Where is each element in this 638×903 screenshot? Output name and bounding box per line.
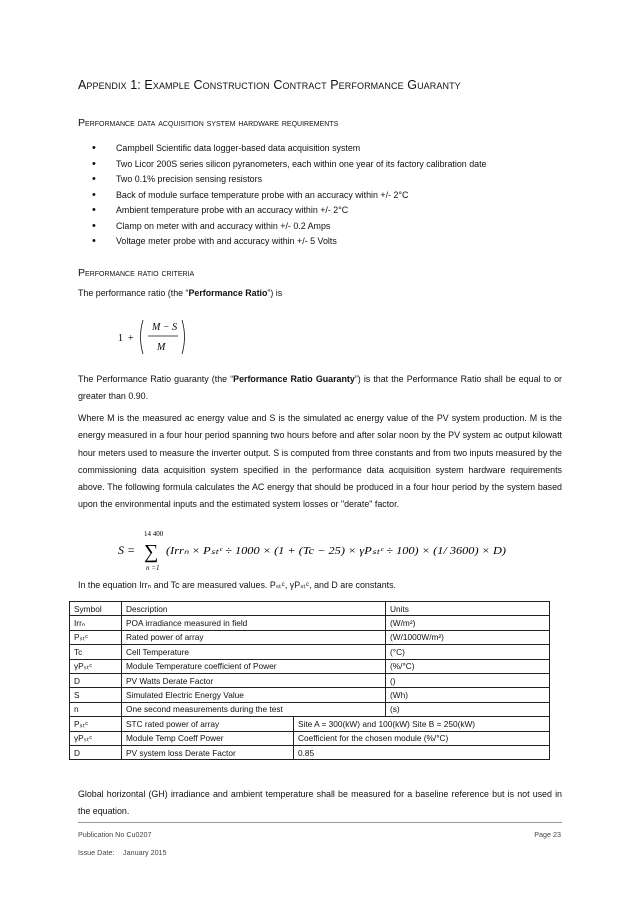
ratio-intro: The performance ratio (the “Performance Ratio”) is — [78, 288, 283, 298]
table-cell: γPₛₜᶜ — [70, 731, 122, 745]
list-item: • Two Licor 200S series silicon pyranometers, each within one year of its factory calibration date — [92, 157, 486, 173]
table-row — [70, 702, 550, 716]
table-cell: Module Temp Coeff Power — [122, 731, 294, 745]
table-cell: (W/m²) — [386, 616, 550, 630]
table-cell: (W/1000W/m²) — [386, 630, 550, 644]
eq1-one: 1 — [118, 333, 123, 344]
table-cell: One second measurements during the test — [122, 702, 386, 716]
table-row — [70, 659, 550, 673]
table-cell: PV Watts Derate Factor — [122, 673, 386, 687]
footer-publication: Publication No Cu0207 — [78, 830, 152, 839]
footer-issue-label: Issue Date: — [78, 848, 115, 857]
eq2-body: (Irrₙ × Pₛₜᶜ ÷ 1000 × (1 + (Tc − 25) × γPₛₜᶜ ÷ 100) × (1/ 3600) × D) — [166, 545, 507, 557]
eq2-sum-lower: n =1 — [146, 564, 160, 572]
table-cell: D — [70, 745, 122, 759]
table-cell: (s) — [386, 702, 550, 716]
footer-issue-date: January 2015 — [123, 848, 167, 857]
table-cell: Pₛₜᶜ — [70, 630, 122, 644]
table-cell: PV system loss Derate Factor — [122, 745, 294, 759]
list-item: • Back of module surface temperature probe with an accuracy within +/- 2°C — [92, 188, 486, 204]
table-cell: D — [70, 673, 122, 687]
table-row — [70, 745, 550, 759]
table-cell: STC rated power of array — [122, 717, 294, 731]
list-item: • Clamp on meter with and accuracy within +/- 0.2 Amps — [92, 219, 486, 235]
eq1-denominator: M — [157, 342, 166, 353]
definition-paragraph: Where M is the measured ac energy value and S is the simulated ac energy value of the PV system production. M is the energy measured in a four hour period spanning two hours before and after solar noon by the PV system ac output kilowatt hour meters used to measure the inverter output. S is computed from three constants and from two inputs measured by the commissioning data acquisition system specified in the performance data acquisition system hardware requirements above. The following formula calculates the AC energy that should be produced in a four hour period by the system based upon the environmental inputs and the estimated system losses or "derate" factor. — [78, 413, 562, 510]
table-header-cell: Symbol — [70, 602, 122, 616]
eq1-plus: + — [128, 333, 134, 344]
table-cell: Site A = 300(kW) and 100(kW) Site B = 250(kW) — [294, 717, 550, 731]
symbol-table — [69, 601, 550, 760]
table-cell: n — [70, 702, 122, 716]
table-header-row — [70, 602, 550, 616]
list-item: • Voltage meter probe with and accuracy within +/- 5 Volts — [92, 234, 486, 250]
simulated-energy-equation — [114, 526, 514, 576]
table-row — [70, 717, 550, 731]
constants-sentence: In the equation Irrₙ and Tc are measured values. Pₛₜᶜ, γPₛₜᶜ, and D are constants. — [78, 580, 397, 590]
table-row — [70, 673, 550, 687]
table-cell: () — [386, 673, 550, 687]
appendix-heading: Appendix 1: Example Construction Contract Performance Guaranty — [78, 78, 461, 92]
table-row — [70, 645, 550, 659]
table-cell: (%/°C) — [386, 659, 550, 673]
list-item: • Campbell Scientific data logger-based data acquisition system — [92, 141, 486, 157]
table-cell: S — [70, 688, 122, 702]
section-title-hardware: Performance data acquisition system hardware requirements — [78, 117, 339, 129]
table-cell: 0.85 — [294, 745, 550, 759]
table-cell: γPₛₜᶜ — [70, 659, 122, 673]
table-cell: Irrₙ — [70, 616, 122, 630]
table-cell: POA irradiance measured in field — [122, 616, 386, 630]
table-cell: Tc — [70, 645, 122, 659]
ratio-equation — [118, 316, 238, 358]
table-header-cell: Units — [386, 602, 550, 616]
table-cell: Module Temperature coefficient of Power — [122, 659, 386, 673]
table-cell: Cell Temperature — [122, 645, 386, 659]
footer-divider — [78, 822, 562, 823]
table-cell: Coefficient for the chosen module (%/°C) — [294, 731, 550, 745]
guaranty-paragraph: The Performance Ratio guaranty (the “Performance Ratio Guaranty”) is that the Performance Ratio shall be equal to or greater than 0.90. — [78, 374, 563, 402]
table-cell: (°C) — [386, 645, 550, 659]
closing-paragraph: Global horizontal (GH) irradiance and ambient temperature shall be measured for a baseline reference but is not used in the equation. — [78, 789, 562, 817]
section-title-ratio: Performance ratio criteria — [78, 267, 195, 279]
table-cell: (Wh) — [386, 688, 550, 702]
table-row — [70, 731, 550, 745]
hardware-list — [92, 141, 486, 250]
table-row — [70, 688, 550, 702]
list-item: • Two 0.1% precision sensing resistors — [92, 172, 486, 188]
eq2-lhs: S = — [118, 543, 136, 557]
table-header-cell: Description — [122, 602, 386, 616]
eq2-sigma: ∑ — [144, 541, 159, 563]
eq2-sum-upper: 14 400 — [144, 530, 164, 538]
footer-page-number: Page 23 — [534, 830, 561, 839]
table-row — [70, 616, 550, 630]
table-cell: Pₛₜᶜ — [70, 717, 122, 731]
list-item: • Ambient temperature probe with an accuracy within +/- 2°C — [92, 203, 486, 219]
table-cell: Simulated Electric Energy Value — [122, 688, 386, 702]
table-row — [70, 630, 550, 644]
table-cell: Rated power of array — [122, 630, 386, 644]
eq1-numerator: M − S — [152, 322, 178, 333]
